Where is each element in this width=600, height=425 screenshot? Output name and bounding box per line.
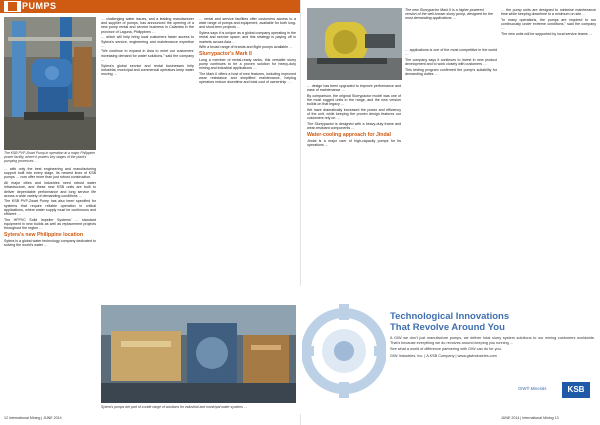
ad-title — [390, 311, 595, 333]
photo1-caption: The KSB PVP-Zwart Pump in operation at a major Philippine power facility, where it powers key stages of the plant's pumping processes … — [4, 151, 96, 163]
paragraph: The company says it continues to invest in new product development and to work closely with customers … — [405, 57, 497, 67]
paragraph: The new units will be supported by local service teams … — [501, 32, 593, 37]
paragraph: … rental and service facilities offer customers access to a wide range of pumps and equipment, available for both long- and short-term projects … — [199, 17, 296, 30]
paragraph: The Mark II offers a host of new features, including improved wear resistance and simplified maintenance, helping operators reduce downtime and total cost of ownership … — [199, 72, 296, 85]
ad-title-line: That Revolve Around You — [390, 322, 505, 333]
slurry-pump-photo — [307, 8, 402, 80]
ad-brand: GIW® Minerals — [518, 386, 547, 391]
section-header-bar — [0, 0, 300, 13]
paragraph: "In many operations, the pumps are required to run continuously under extreme conditions," said the company … — [501, 17, 596, 31]
paragraph: By comparison, the original Slurrypactor model was one of the most rugged units in the range, and the new version builds on that legacy … — [307, 93, 401, 107]
paragraph: We have dramatically increased the power and efficiency of the unit, while keeping the proven design features our customers rely on … — [307, 108, 401, 121]
paragraph: The HFPVC Solid Impeller Systems' … standard equipment in new builds as well as replacement projects throughout the region … — [4, 217, 96, 231]
page-footer: 12 International Mining | JUNE 2014 — [4, 416, 62, 420]
paragraph: The Slurrypactor is designed with a heavy-duty frame and wear-resistant components … — [307, 122, 401, 131]
subheading: Sytera's new Philippine location — [4, 231, 84, 238]
slurry-pump-illustration — [307, 8, 402, 80]
paragraph: The KSB PVP-Zwart Pump has also been specified for systems that require reliable operation in critical applications, where water supply must be continuous and efficient … — [4, 199, 96, 217]
right-column-3 — [501, 8, 596, 282]
subheading: Slurrypactor's Mark II — [199, 50, 252, 57]
paragraph: With a broad range of brands and flight pumps available … — [199, 45, 293, 50]
paragraph: … the pump units are designed to minimise maintenance time while keeping downtime to a minimum on site … — [501, 8, 596, 17]
equipment-photo-illustration — [101, 305, 296, 403]
section-title: PUMPS — [22, 1, 57, 11]
ad-paragraph: See what a world of difference partnering with GIW can do for you. — [390, 347, 502, 352]
photo2-caption: Sytera's pumps are part of a wide range of solutions for industrial and municipal water systems … — [101, 405, 248, 409]
paragraph: Sytera is a global water technology company dedicated to solving the world's water … — [4, 238, 96, 248]
ad-gear-graphic — [302, 296, 386, 406]
paragraph: Jindal is a major user of high-capacity pumps for its operations … — [307, 139, 401, 148]
paragraph: … applications is one of the most competitive in the world … — [405, 48, 497, 57]
paragraph: … which will help bring local customers faster access to Sytera's service, engineering and maintenance expertise … — [101, 35, 194, 48]
left-column-1 — [4, 167, 96, 412]
pump-photo-illustration — [4, 17, 96, 150]
paragraph: Long a member of rental-ready ranks, this versatile slurry pump continues to be a proven solution for heavy-duty mining and industrial applications … — [199, 57, 296, 71]
paragraph: … with only the best engineering and manufacturing support built into every stage, its newest lines of KSB pumps … now offer more than just robust construction. — [4, 167, 96, 180]
left-column-3 — [199, 17, 296, 302]
paragraph: Sytera's global service and rental businesses help industrial, municipal and commercial operators keep water moving … — [101, 63, 194, 76]
right-photo-caption: The new Slurrypactor Mark II is a higher-powered version of the well-known slurry pump, designed for the most demanding applications … — [405, 8, 493, 21]
ksb-logo: KSB — [562, 382, 590, 398]
page-footer: JUNE 2014 | International Mining 13 — [501, 416, 559, 420]
ad-body — [390, 336, 595, 360]
subheading: Water-cooling approach for Jindal — [307, 132, 391, 139]
right-column-2 — [405, 48, 497, 282]
paragraph: Sytera says it is unique as a global company operating in the rental and service space, and this strategy is paying off in markets across Asia … — [199, 31, 296, 44]
ad-web: GIW Industries, Inc. | A KSB Company | www.giwindustries.com — [390, 353, 497, 358]
equipment-photo — [101, 305, 296, 403]
paragraph: … design has been upgraded to improve performance and ease of maintenance … — [307, 84, 401, 93]
ad-paragraph: A GIW we don't just manufacture pumps, we deliver total slurry system solutions to our mining customers worldwide. That's because everything we do revolves around keeping you running … — [390, 336, 595, 345]
advertisement — [300, 286, 600, 414]
right-column-1 — [307, 84, 401, 282]
paragraph: This testing program confirmed the pump's suitability for demanding duties … — [405, 67, 497, 77]
left-column-2 — [101, 17, 194, 302]
section-square-icon — [8, 2, 17, 11]
pump-photo — [4, 17, 96, 150]
section-tab — [4, 1, 21, 12]
paragraph: … challenging water issues, and a leading manufacturer and supplier of pumps, has announced the opening of a new pump rental and service business in Calamba in the province of Laguna, Philippines … — [101, 17, 194, 34]
ad-title-line: Technological Innovations — [390, 311, 510, 322]
paragraph: "We continue to expand in Asia to meet our customers' increasing demand for water solutions," said the company … — [101, 49, 194, 62]
paragraph: All major cities and industries need robust water infrastructure, and these new KSB units are built to deliver dependable performance and long service life across a wide variety of demanding conditions … — [4, 181, 96, 198]
